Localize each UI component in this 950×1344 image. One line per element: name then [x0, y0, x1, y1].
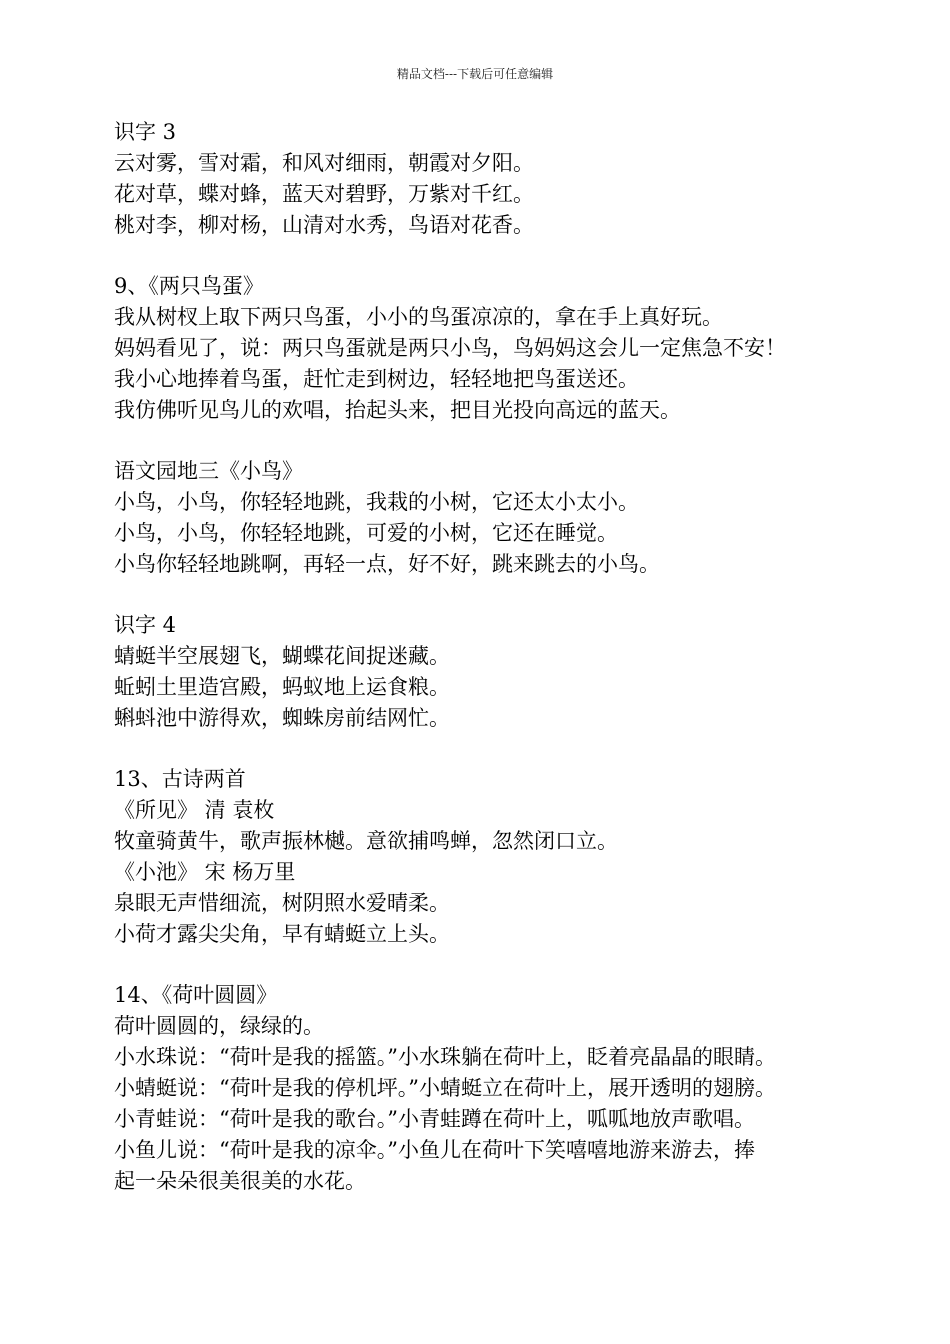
section-two-poems: [114, 764, 874, 950]
section-two-bird-eggs: [114, 271, 874, 426]
text-line: 小鸟，小鸟，你轻轻地跳，我栽的小树，它还太小太小。: [114, 490, 639, 514]
poem-heading: 《小池》 宋 杨万里: [114, 860, 296, 884]
text-line: 小青蛙说：“荷叶是我的歌台。”小青蛙蹲在荷叶上，呱呱地放声歌唱。: [114, 1107, 755, 1131]
text-line: 小鸟你轻轻地跳啊，再轻一点，好不好，跳来跳去的小鸟。: [114, 552, 660, 576]
text-line: 小水珠说：“荷叶是我的摇篮。”小水珠躺在荷叶上，眨着亮晶晶的眼睛。: [114, 1045, 776, 1069]
section-title: 识字 3: [114, 120, 177, 144]
section-lotus-leaf: [114, 980, 874, 1197]
text-line: 牧童骑黄牛，歌声振林樾。意欲捕鸣蝉，忽然闭口立。: [114, 829, 618, 853]
text-line: 小鱼儿说：“荷叶是我的凉伞。”小鱼儿在荷叶下笑嘻嘻地游来游去，捧: [114, 1138, 755, 1162]
text-line: 起一朵朵很美很美的水花。: [114, 1169, 366, 1193]
text-line: 妈妈看见了，说：两只鸟蛋就是两只小鸟，鸟妈妈这会儿一定焦急不安！: [114, 336, 786, 360]
section-title: 识字 4: [114, 613, 177, 637]
text-line: 我仿佛听见鸟儿的欢唱，抬起头来，把目光投向高远的蓝天。: [114, 398, 681, 422]
document-body: [114, 117, 874, 1197]
section-title: 语文园地三《小鸟》: [114, 459, 303, 483]
section-title: 9、《两只鸟蛋》: [114, 274, 264, 298]
page-header: 精品文档---下载后可任意编辑: [396, 67, 554, 81]
poem-heading: 《所见》 清 袁枚: [114, 798, 275, 822]
section-title: 13、古诗两首: [114, 767, 246, 791]
section-little-bird: [114, 456, 874, 580]
text-line: 小蜻蜓说：“荷叶是我的停机坪。”小蜻蜓立在荷叶上，展开透明的翅膀。: [114, 1076, 776, 1100]
text-line: 桃对李，柳对杨，山清对水秀，鸟语对花香。: [114, 213, 534, 237]
text-line: 小鸟，小鸟，你轻轻地跳，可爱的小树，它还在睡觉。: [114, 521, 618, 545]
text-line: 蜻蜓半空展翅飞，蝴蝶花间捉迷藏。: [114, 644, 450, 668]
text-line: 荷叶圆圆的，绿绿的。: [114, 1014, 324, 1038]
section-shizi-4: [114, 610, 874, 734]
text-line: 云对雾，雪对霜，和风对细雨，朝霞对夕阳。: [114, 151, 534, 175]
text-line: 蝌蚪池中游得欢，蜘蛛房前结网忙。: [114, 706, 450, 730]
section-shizi-3: [114, 117, 874, 241]
text-line: 泉眼无声惜细流，树阴照水爱晴柔。: [114, 891, 450, 915]
text-line: 花对草，蝶对蜂，蓝天对碧野，万紫对千红。: [114, 182, 534, 206]
text-line: 蚯蚓土里造宫殿，蚂蚁地上运食粮。: [114, 675, 450, 699]
text-line: 我小心地捧着鸟蛋，赶忙走到树边，轻轻地把鸟蛋送还。: [114, 367, 639, 391]
text-line: 我从树杈上取下两只鸟蛋，小小的鸟蛋凉凉的，拿在手上真好玩。: [114, 305, 723, 329]
text-line: 小荷才露尖尖角，早有蜻蜓立上头。: [114, 922, 450, 946]
section-title: 14、《荷叶圆圆》: [114, 983, 278, 1007]
